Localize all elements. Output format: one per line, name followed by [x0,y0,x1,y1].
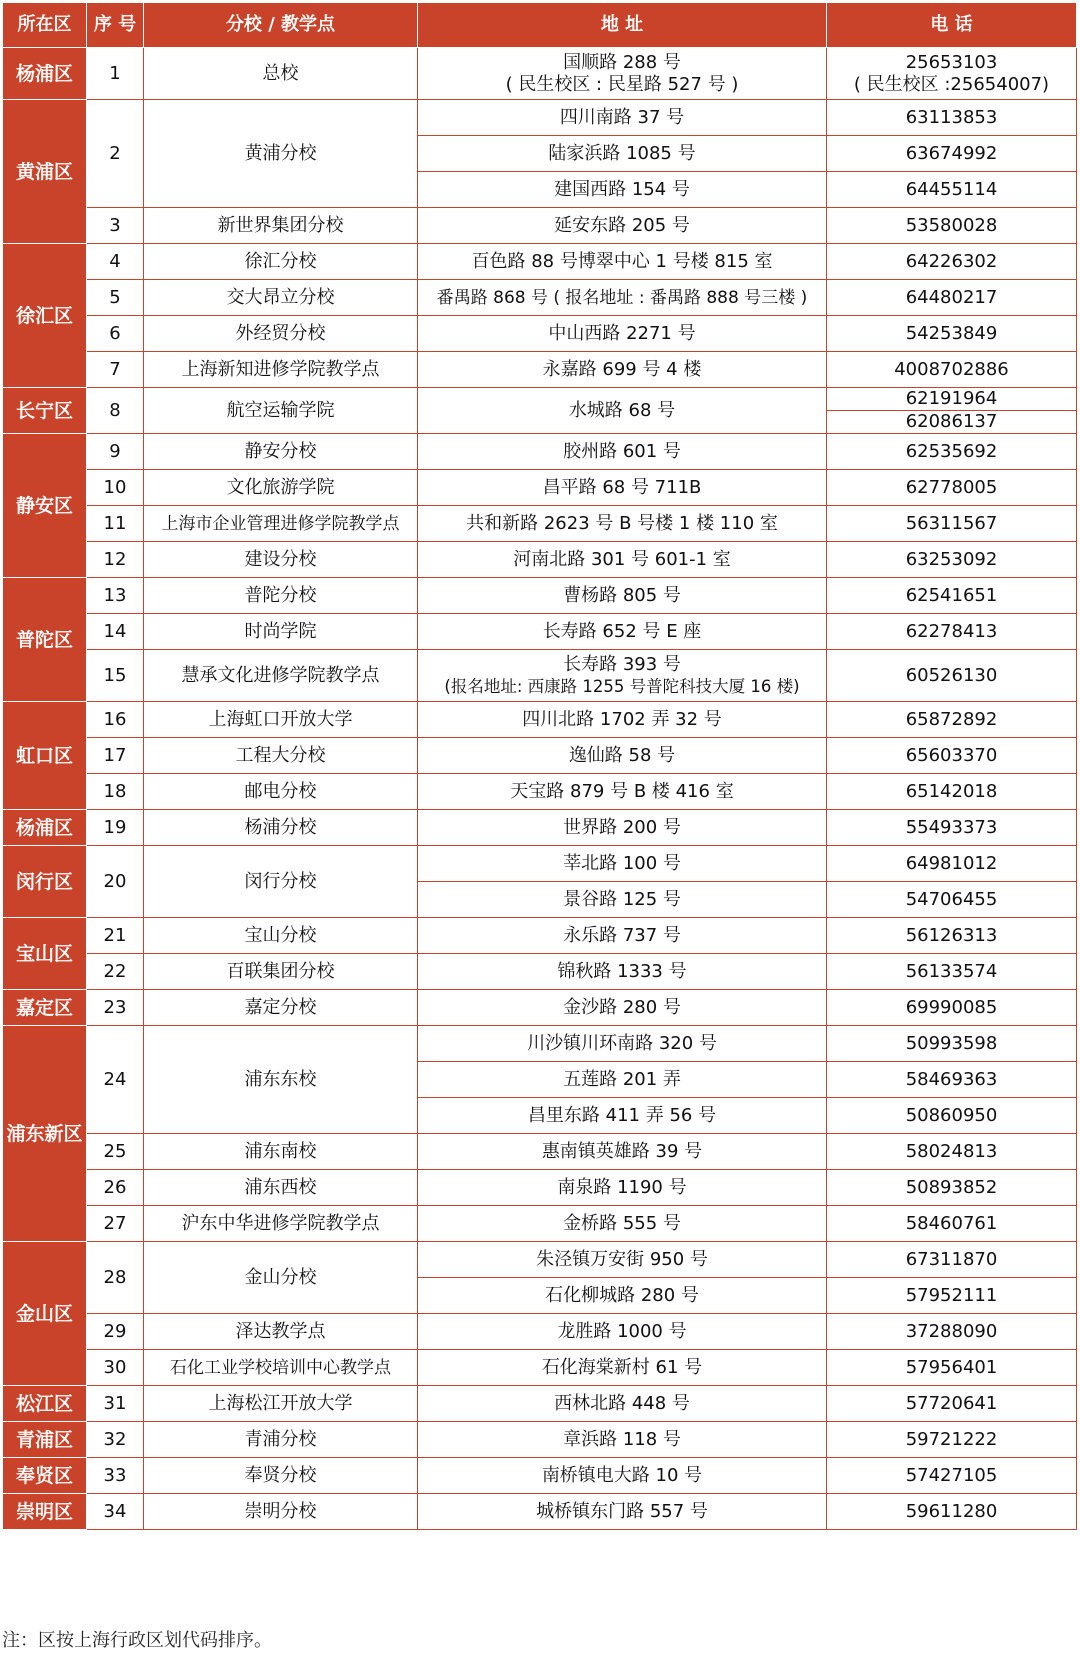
school-cell: 金山分校 [144,1242,418,1314]
no-cell: 2 [87,100,144,208]
table-row [3,208,1077,244]
header-row [3,3,1077,48]
district-cell: 闵行区 [3,846,87,918]
school-cell: 石化工业学校培训中心教学点 [144,1350,418,1386]
district-cell: 宝山区 [3,918,87,990]
no-cell: 9 [87,434,144,470]
table-row [3,990,1077,1026]
phone-cell: 50993598 [827,1026,1077,1062]
phone-cell: 63253092 [827,542,1077,578]
phone-cell: 37288090 [827,1314,1077,1350]
no-cell: 4 [87,244,144,280]
phone-cell: 58024813 [827,1134,1077,1170]
no-cell: 33 [87,1458,144,1494]
no-cell: 31 [87,1386,144,1422]
table-row [3,1134,1077,1170]
table-row [3,650,1077,702]
no-cell: 8 [87,388,144,434]
no-cell: 25 [87,1134,144,1170]
school-cell: 建设分校 [144,542,418,578]
school-cell: 奉贤分校 [144,1458,418,1494]
phone-cell: 58460761 [827,1206,1077,1242]
school-cell: 浦东西校 [144,1170,418,1206]
header-phone: 电 话 [827,3,1077,48]
district-cell: 杨浦区 [3,48,87,100]
phone-cell: 64480217 [827,280,1077,316]
address-cell: 南泉路 1190 号 [418,1170,827,1206]
no-cell: 6 [87,316,144,352]
district-cell: 静安区 [3,434,87,578]
phone-cell: 53580028 [827,208,1077,244]
school-cell: 工程大分校 [144,738,418,774]
address-cell: 长寿路 652 号 E 座 [418,614,827,650]
phone-cell: 50860950 [827,1098,1077,1134]
phone-cell: 62086137 [827,411,1077,434]
no-cell: 3 [87,208,144,244]
phone-cell: 57952111 [827,1278,1077,1314]
phone-cell: 62191964 [827,388,1077,411]
address-cell: 水城路 68 号 [418,388,827,434]
address-cell: 曹杨路 805 号 [418,578,827,614]
phone-cell: 63674992 [827,136,1077,172]
school-cell: 航空运输学院 [144,388,418,434]
address-cell: 金桥路 555 号 [418,1206,827,1242]
district-cell: 杨浦区 [3,810,87,846]
table-row [3,352,1077,388]
address-cell: 金沙路 280 号 [418,990,827,1026]
address-cell: 永乐路 737 号 [418,918,827,954]
school-cell: 静安分校 [144,434,418,470]
address-cell: 川沙镇川环南路 320 号 [418,1026,827,1062]
phone-cell: 63113853 [827,100,1077,136]
phone-cell: 57956401 [827,1350,1077,1386]
address-line: ( 民生校区 : 民星路 527 号 ) [505,73,739,95]
header-address: 地 址 [418,3,827,48]
address-cell [418,48,827,100]
table-row [3,1026,1077,1062]
school-cell: 上海新知进修学院教学点 [144,352,418,388]
address-cell: 中山西路 2271 号 [418,316,827,352]
address-cell: 锦秋路 1333 号 [418,954,827,990]
school-cell: 徐汇分校 [144,244,418,280]
school-cell: 闵行分校 [144,846,418,918]
district-cell: 黄浦区 [3,100,87,244]
no-cell: 5 [87,280,144,316]
address-cell: 百色路 88 号博翠中心 1 号楼 815 室 [418,244,827,280]
no-cell: 16 [87,702,144,738]
district-cell: 徐汇区 [3,244,87,388]
address-cell: 延安东路 205 号 [418,208,827,244]
table-row [3,810,1077,846]
phone-cell: 65872892 [827,702,1077,738]
phone-line: ( 民生校区 :25654007) [853,73,1050,95]
header-district: 所在区 [3,3,87,48]
address-cell: 石化海棠新村 61 号 [418,1350,827,1386]
school-cell: 泽达教学点 [144,1314,418,1350]
table-row [3,1458,1077,1494]
address-line: 国顺路 288 号 [563,51,681,73]
school-cell: 上海虹口开放大学 [144,702,418,738]
table-row [3,774,1077,810]
phone-cell: 54253849 [827,316,1077,352]
school-cell: 交大昂立分校 [144,280,418,316]
table-row [3,244,1077,280]
phone-cell: 50893852 [827,1170,1077,1206]
footnote: 注：区按上海行政区划代码排序。 [2,1630,272,1651]
school-cell: 黄浦分校 [144,100,418,208]
district-cell: 浦东新区 [3,1026,87,1242]
no-cell: 14 [87,614,144,650]
address-cell: 胶州路 601 号 [418,434,827,470]
school-cell: 上海松江开放大学 [144,1386,418,1422]
address-cell: 景谷路 125 号 [418,882,827,918]
phone-cell: 65603370 [827,738,1077,774]
district-cell: 嘉定区 [3,990,87,1026]
phone-cell: 59721222 [827,1422,1077,1458]
table-row [3,1494,1077,1530]
address-cell: 南桥镇电大路 10 号 [418,1458,827,1494]
no-cell: 26 [87,1170,144,1206]
phone-cell: 55493373 [827,810,1077,846]
school-cell: 总校 [144,48,418,100]
address-cell: 西林北路 448 号 [418,1386,827,1422]
address-cell: 朱泾镇万安街 950 号 [418,1242,827,1278]
address-line: 长寿路 393 号 [563,653,681,675]
address-cell: 城桥镇东门路 557 号 [418,1494,827,1530]
no-cell: 24 [87,1026,144,1134]
school-cell: 邮电分校 [144,774,418,810]
phone-cell: 56126313 [827,918,1077,954]
address-cell: 莘北路 100 号 [418,846,827,882]
table-row [3,846,1077,882]
address-cell: 河南北路 301 号 601-1 室 [418,542,827,578]
phone-cell: 64981012 [827,846,1077,882]
table-row [3,738,1077,774]
school-directory-table [2,2,1077,1530]
school-cell: 宝山分校 [144,918,418,954]
no-cell: 11 [87,506,144,542]
no-cell: 17 [87,738,144,774]
no-cell: 20 [87,846,144,918]
no-cell: 21 [87,918,144,954]
no-cell: 7 [87,352,144,388]
phone-cell: 64226302 [827,244,1077,280]
table-row [3,1170,1077,1206]
address-cell: 天宝路 879 号 B 楼 416 室 [418,774,827,810]
no-cell: 34 [87,1494,144,1530]
address-cell: 昌里东路 411 弄 56 号 [418,1098,827,1134]
no-cell: 12 [87,542,144,578]
no-cell: 1 [87,48,144,100]
district-cell: 普陀区 [3,578,87,702]
phone-line: 25653103 [905,51,998,73]
table-row [3,48,1077,100]
table-row [3,316,1077,352]
address-cell: 五莲路 201 弄 [418,1062,827,1098]
table-row [3,1422,1077,1458]
address-cell [418,650,827,702]
school-cell: 浦东东校 [144,1026,418,1134]
school-cell: 慧承文化进修学院教学点 [144,650,418,702]
district-cell: 长宁区 [3,388,87,434]
phone-cell: 69990085 [827,990,1077,1026]
table-row [3,614,1077,650]
table-row [3,542,1077,578]
phone-cell: 65142018 [827,774,1077,810]
address-cell: 永嘉路 699 号 4 楼 [418,352,827,388]
district-cell: 金山区 [3,1242,87,1386]
no-cell: 32 [87,1422,144,1458]
school-cell: 青浦分校 [144,1422,418,1458]
address-cell: 惠南镇英雄路 39 号 [418,1134,827,1170]
no-cell: 30 [87,1350,144,1386]
address-cell: 四川北路 1702 弄 32 号 [418,702,827,738]
district-cell: 虹口区 [3,702,87,810]
school-cell: 外经贸分校 [144,316,418,352]
no-cell: 28 [87,1242,144,1314]
no-cell: 23 [87,990,144,1026]
school-cell: 杨浦分校 [144,810,418,846]
phone-cell: 56311567 [827,506,1077,542]
address-cell: 章浜路 118 号 [418,1422,827,1458]
table-row [3,506,1077,542]
phone-cell [827,48,1077,100]
address-cell: 共和新路 2623 号 B 号楼 1 楼 110 室 [418,506,827,542]
no-cell: 15 [87,650,144,702]
school-cell: 时尚学院 [144,614,418,650]
phone-cell: 59611280 [827,1494,1077,1530]
phone-cell: 57427105 [827,1458,1077,1494]
table-row [3,280,1077,316]
table-row [3,918,1077,954]
table-row [3,434,1077,470]
table-row [3,578,1077,614]
phone-cell: 4008702886 [827,352,1077,388]
address-cell: 逸仙路 58 号 [418,738,827,774]
address-cell: 石化柳城路 280 号 [418,1278,827,1314]
address-cell: 四川南路 37 号 [418,100,827,136]
no-cell: 10 [87,470,144,506]
address-cell: 番禺路 868 号 ( 报名地址 : 番禺路 888 号三楼 ) [418,280,827,316]
address-cell: 昌平路 68 号 711B [418,470,827,506]
school-cell: 新世界集团分校 [144,208,418,244]
phone-cell: 64455114 [827,172,1077,208]
no-cell: 18 [87,774,144,810]
table-row [3,1314,1077,1350]
school-cell: 文化旅游学院 [144,470,418,506]
phone-cell: 56133574 [827,954,1077,990]
no-cell: 19 [87,810,144,846]
header-no: 序 号 [87,3,144,48]
address-line: (报名地址: 西康路 1255 号普陀科技大厦 16 楼) [444,676,800,696]
school-cell: 百联集团分校 [144,954,418,990]
school-cell: 普陀分校 [144,578,418,614]
district-cell: 青浦区 [3,1422,87,1458]
address-cell: 龙胜路 1000 号 [418,1314,827,1350]
phone-cell: 62278413 [827,614,1077,650]
school-cell: 崇明分校 [144,1494,418,1530]
phone-cell: 58469363 [827,1062,1077,1098]
address-cell: 世界路 200 号 [418,810,827,846]
table-row [3,1242,1077,1278]
phone-cell: 62541651 [827,578,1077,614]
school-cell: 嘉定分校 [144,990,418,1026]
phone-cell: 57720641 [827,1386,1077,1422]
school-cell: 沪东中华进修学院教学点 [144,1206,418,1242]
district-cell: 崇明区 [3,1494,87,1530]
no-cell: 27 [87,1206,144,1242]
table-row [3,1350,1077,1386]
phone-cell: 60526130 [827,650,1077,702]
school-cell: 浦东南校 [144,1134,418,1170]
phone-cell: 62778005 [827,470,1077,506]
table-row [3,954,1077,990]
address-cell: 陆家浜路 1085 号 [418,136,827,172]
phone-cell: 67311870 [827,1242,1077,1278]
table-row [3,470,1077,506]
table-row [3,702,1077,738]
school-cell: 上海市企业管理进修学院教学点 [144,506,418,542]
table-row [3,100,1077,136]
no-cell: 13 [87,578,144,614]
no-cell: 29 [87,1314,144,1350]
header-school: 分校 / 教学点 [144,3,418,48]
district-cell: 松江区 [3,1386,87,1422]
phone-cell: 54706455 [827,882,1077,918]
table-row [3,1386,1077,1422]
phone-cell: 62535692 [827,434,1077,470]
table-row [3,1206,1077,1242]
address-cell: 建国西路 154 号 [418,172,827,208]
no-cell: 22 [87,954,144,990]
table-row [3,388,1077,411]
district-cell: 奉贤区 [3,1458,87,1494]
